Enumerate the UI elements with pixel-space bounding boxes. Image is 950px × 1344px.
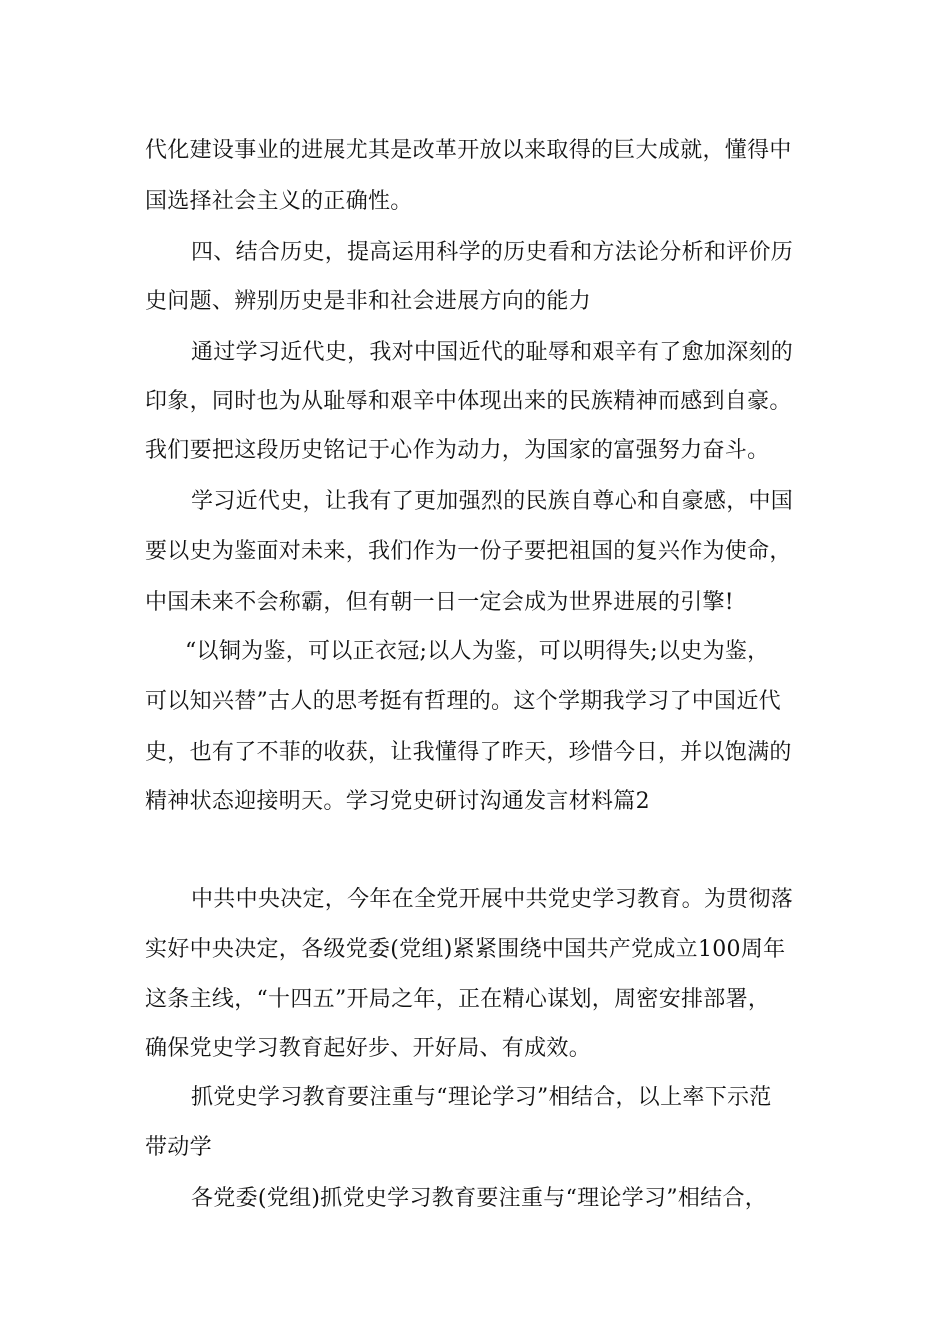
section-heading-4-line-2: 史问题、辨别历史是非和社会进展方向的能力 — [145, 289, 592, 314]
text-line-15: 中共中央决定，今年在全党开展中共党史学习教育。为贯彻落 — [191, 887, 794, 912]
text-line-12: 可以知兴替”古人的思考挺有哲理的。这个学期我学习了中国近代 — [145, 689, 781, 714]
text-line-6: 印象，同时也为从耻辱和艰辛中体现出来的民族精神而感到自豪。 — [145, 389, 792, 414]
text-line-5: 通过学习近代史，我对中国近代的耻辱和艰辛有了愈加深刻的 — [191, 340, 794, 365]
text-line-16: 实好中央决定，各级党委(党组)紧紧围绕中国共产党成立100周年 — [145, 937, 786, 962]
text-line-9: 要以史为鉴面对未来，我们作为一份子要把祖国的复兴作为使命， — [145, 539, 792, 564]
subheading-line-2: 带动学 — [145, 1135, 212, 1160]
text-line-14: 精神状态迎接明天。学习党史研讨沟通发言材料篇2 — [145, 789, 650, 814]
section-heading-4-line-1: 四、结合历史，提高运用科学的历史看和方法论分析和评价历 — [191, 240, 794, 265]
text-line-7: 我们要把这段历史铭记于心作为动力，为国家的富强努力奋斗。 — [145, 438, 770, 463]
text-line-1: 代化建设事业的进展尤其是改革开放以来取得的巨大成就，懂得中 — [145, 138, 792, 163]
text-line-21: 各党委(党组)抓党史学习教育要注重与“理论学习”相结合， — [191, 1186, 768, 1211]
subheading-line-1: 抓党史学习教育要注重与“理论学习”相结合，以上率下示范 — [191, 1085, 772, 1110]
text-line-2: 国选择社会主义的正确性。 — [145, 189, 413, 214]
text-line-13: 史，也有了不菲的收获，让我懂得了昨天，珍惜今日，并以饱满的 — [145, 740, 792, 765]
text-line-11: “以铜为鉴，可以正衣冠;以人为鉴，可以明得失;以史为鉴， — [185, 639, 770, 664]
text-line-17: 这条主线，“十四五”开局之年，正在精心谋划，周密安排部署， — [145, 987, 771, 1012]
text-line-8: 学习近代史，让我有了更加强烈的民族自尊心和自豪感，中国 — [191, 489, 794, 514]
text-line-18: 确保党史学习教育起好步、开好局、有成效。 — [145, 1036, 592, 1061]
text-line-10: 中国未来不会称霸，但有朝一日一定会成为世界进展的引擎! — [145, 590, 734, 615]
